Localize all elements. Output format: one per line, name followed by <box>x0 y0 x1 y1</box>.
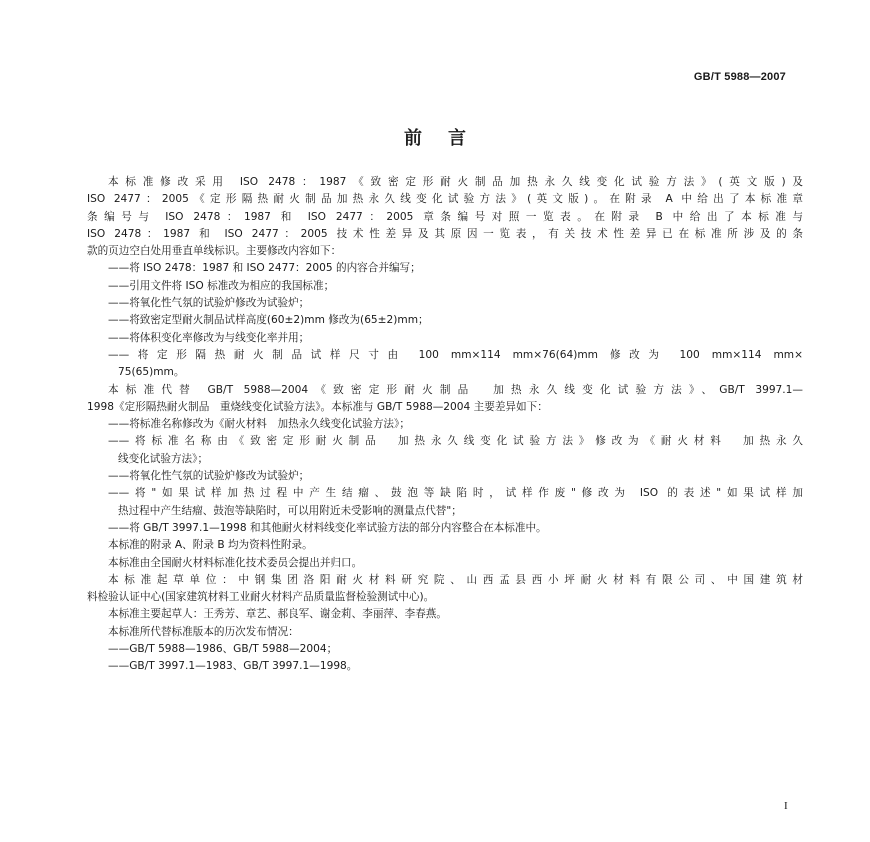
text-line: 本标准起草单位：中钢集团洛阳耐火材料研究院、山西孟县西小坪耐火材料有限公司、中国建筑材 <box>108 573 803 586</box>
text-line: 款的页边空白处用垂直单线标识。主要修改内容如下： <box>87 245 342 258</box>
list-item: ——将"如果试样加热过程中产生结瘤、鼓泡等缺陷时，试样作废"修改为 ISO 的表述"如果试样加 <box>108 487 803 500</box>
list-item: ——将 ISO 2478：1987 和 ISO 2477：2005 的内容合并编写； <box>108 262 421 275</box>
list-item: ——将致密定型耐火制品试样高度(60±2)mm 修改为(65±2)mm； <box>108 314 429 327</box>
standard-code: GB/T 5988—2007 <box>693 71 786 83</box>
list-item: ——GB/T 5988—1986、GB/T 5988—2004； <box>108 643 338 656</box>
preface-body <box>87 174 803 676</box>
text-line: 料检验认证中心(国家建筑材料工业耐火材料产品质量监督检验测试中心)。 <box>87 591 435 604</box>
text-line: 本标准的附录 A、附录 B 均为资料性附录。 <box>108 539 313 552</box>
text-line: 条编号与 ISO 2478：1987 和 ISO 2477：2005 章条编号对照一览表。在附录 B 中给出了本标准与 <box>87 210 803 223</box>
list-item-continued: 线变化试验方法》； <box>118 452 209 465</box>
text-line: ISO 2477：2005《定形隔热耐火制品加热永久线变化试验方法》(英文版)。在附录 A 中给出了本标准章 <box>87 193 803 206</box>
list-item: ——将氧化性气氛的试验炉修改为试验炉； <box>108 297 310 310</box>
list-item: ——引用文件将 ISO 标准改为相应的我国标准； <box>108 279 335 292</box>
text-line: 本标准修改采用 ISO 2478：1987《致密定形耐火制品加热永久线变化试验方法》(英文版)及 <box>108 176 803 188</box>
text-line: 1998《定形隔热耐火制品 重烧线变化试验方法》。本标准与 GB/T 5988—2004 主要差异如下： <box>87 400 548 413</box>
list-item-continued: 75(65)mm。 <box>118 366 185 379</box>
text-line: 本标准所代替标准版本的历次发布情况： <box>108 625 299 638</box>
list-item: ——将标准名称由《致密定形耐火制品 加热永久线变化试验方法》修改为《耐火材料 加热永久 <box>108 435 803 448</box>
list-item: ——将定形隔热耐火制品试样尺寸由 100 mm×114 mm×76(64)mm 修改为 100 mm×114 mm× <box>108 348 803 361</box>
text-line: 本标准主要起草人：王秀芳、章艺、郝良军、谢金莉、李丽萍、李春燕。 <box>108 608 447 621</box>
list-item-continued: 热过程中产生结瘤、鼓泡等缺陷时，可以用附近未受影响的测量点代替"； <box>118 504 462 517</box>
list-item: ——将体积变化率修改为与线变化率并用； <box>108 331 310 344</box>
text-line: 本标准由全国耐火材料标准化技术委员会提出并归口。 <box>108 556 363 569</box>
list-item: ——将 GB/T 3997.1—1998 和其他耐火材料线变化率试验方法的部分内容整合在本标准中。 <box>108 521 547 534</box>
page-number: I <box>784 800 788 812</box>
list-item: ——将氧化性气氛的试验炉修改为试验炉； <box>108 470 310 483</box>
list-item: ——将标准名称修改为《耐火材料 加热永久线变化试验方法》； <box>108 418 410 431</box>
list-item: ——GB/T 3997.1—1983、GB/T 3997.1—1998。 <box>108 660 358 673</box>
text-line: 本标准代替 GB/T 5988—2004《致密定形耐火制品 加热永久线变化试验方法》、GB/T 3997.1— <box>108 383 803 396</box>
text-line: ISO 2478：1987 和 ISO 2477：2005 技术性差异及其原因一览表，有关技术性差异已在标准所涉及的条 <box>87 227 803 240</box>
page-title: 前言 <box>404 128 492 149</box>
